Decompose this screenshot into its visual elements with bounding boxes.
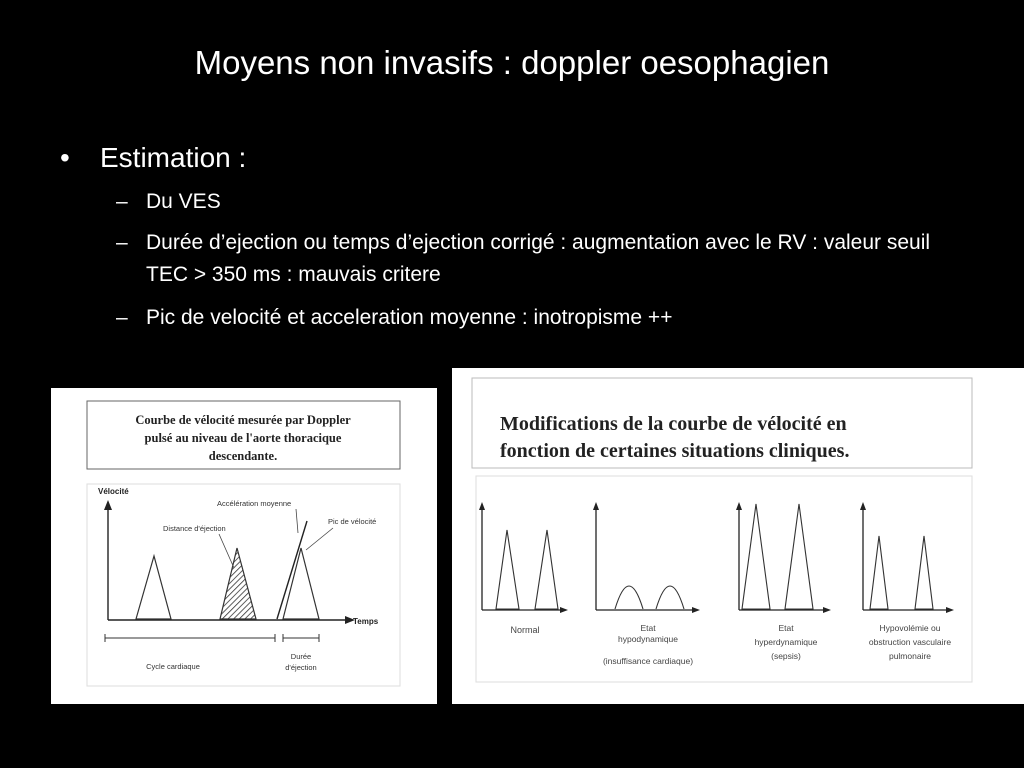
dash-marker: – [116, 190, 128, 213]
duration-label-1: Durée [290, 652, 312, 661]
label-normal: Normal [510, 625, 540, 635]
subitem-ves-text: Du VES [146, 190, 221, 213]
duration-label-2: d'éjection [285, 663, 317, 672]
subitem-peak-velocity [116, 302, 966, 334]
label-hypodynamic-3: (insuffisance cardiaque) [602, 656, 694, 666]
subitem-peak-velocity-text: Pic de velocité et acceleration moyenne : inotropisme ++ [146, 306, 673, 329]
figure-title-line-2: fonction de certaines situations cliniques. [500, 440, 850, 462]
caption-line-1: Courbe de vélocité mesurée par Doppler [135, 413, 351, 427]
label-hypovolemia-1: Hypovolémie ou [879, 623, 941, 633]
label-hypovolemia-2: obstruction vasculaire [868, 637, 952, 647]
dash-marker: – [116, 231, 128, 254]
subitem-ejection-duration-text: Durée d’ejection ou temps d’ejection corrigé : augmentation avec le RV : valeur seuil TEC > 350 ms : mauvais critere [146, 231, 931, 286]
label-hyperdynamic-2: hyperdynamique [754, 637, 818, 647]
bullet-estimation [60, 142, 246, 174]
clinical-situations-figure [452, 368, 1024, 704]
velocity-curve-figure [51, 388, 437, 704]
cycle-label: Cycle cardiaque [146, 662, 200, 671]
bullet-estimation-label: Estimation : [100, 142, 247, 173]
label-hypovolemia-3: pulmonaire [888, 651, 932, 661]
label-hyperdynamic-3: (sepsis) [771, 651, 801, 661]
subitem-ejection-duration [116, 227, 966, 291]
figure-title-line-1: Modifications de la courbe de vélocité en [500, 413, 847, 435]
subitem-ves [116, 186, 966, 218]
acceleration-label: Accélération moyenne [217, 499, 292, 508]
x-axis-label: Temps [353, 617, 379, 626]
slide-title: Moyens non invasifs : doppler oesophagien [194, 44, 830, 81]
label-hypodynamic-1: Etat [640, 623, 656, 633]
clinical-situations-diagram [452, 368, 1024, 704]
label-hyperdynamic-1: Etat [778, 623, 794, 633]
distance-label: Distance d'éjection [163, 524, 226, 533]
caption-line-3: descendante. [208, 449, 278, 463]
peak-label: Pic de vélocité [328, 517, 377, 526]
label-hypodynamic-2: hypodynamique [617, 634, 679, 644]
y-axis-label: Vélocité [98, 487, 129, 496]
velocity-curve-diagram [51, 388, 437, 704]
dash-marker: – [116, 306, 128, 329]
bullet-dot: • [60, 142, 70, 173]
caption-line-2: pulsé au niveau de l'aorte thoracique [144, 431, 342, 445]
